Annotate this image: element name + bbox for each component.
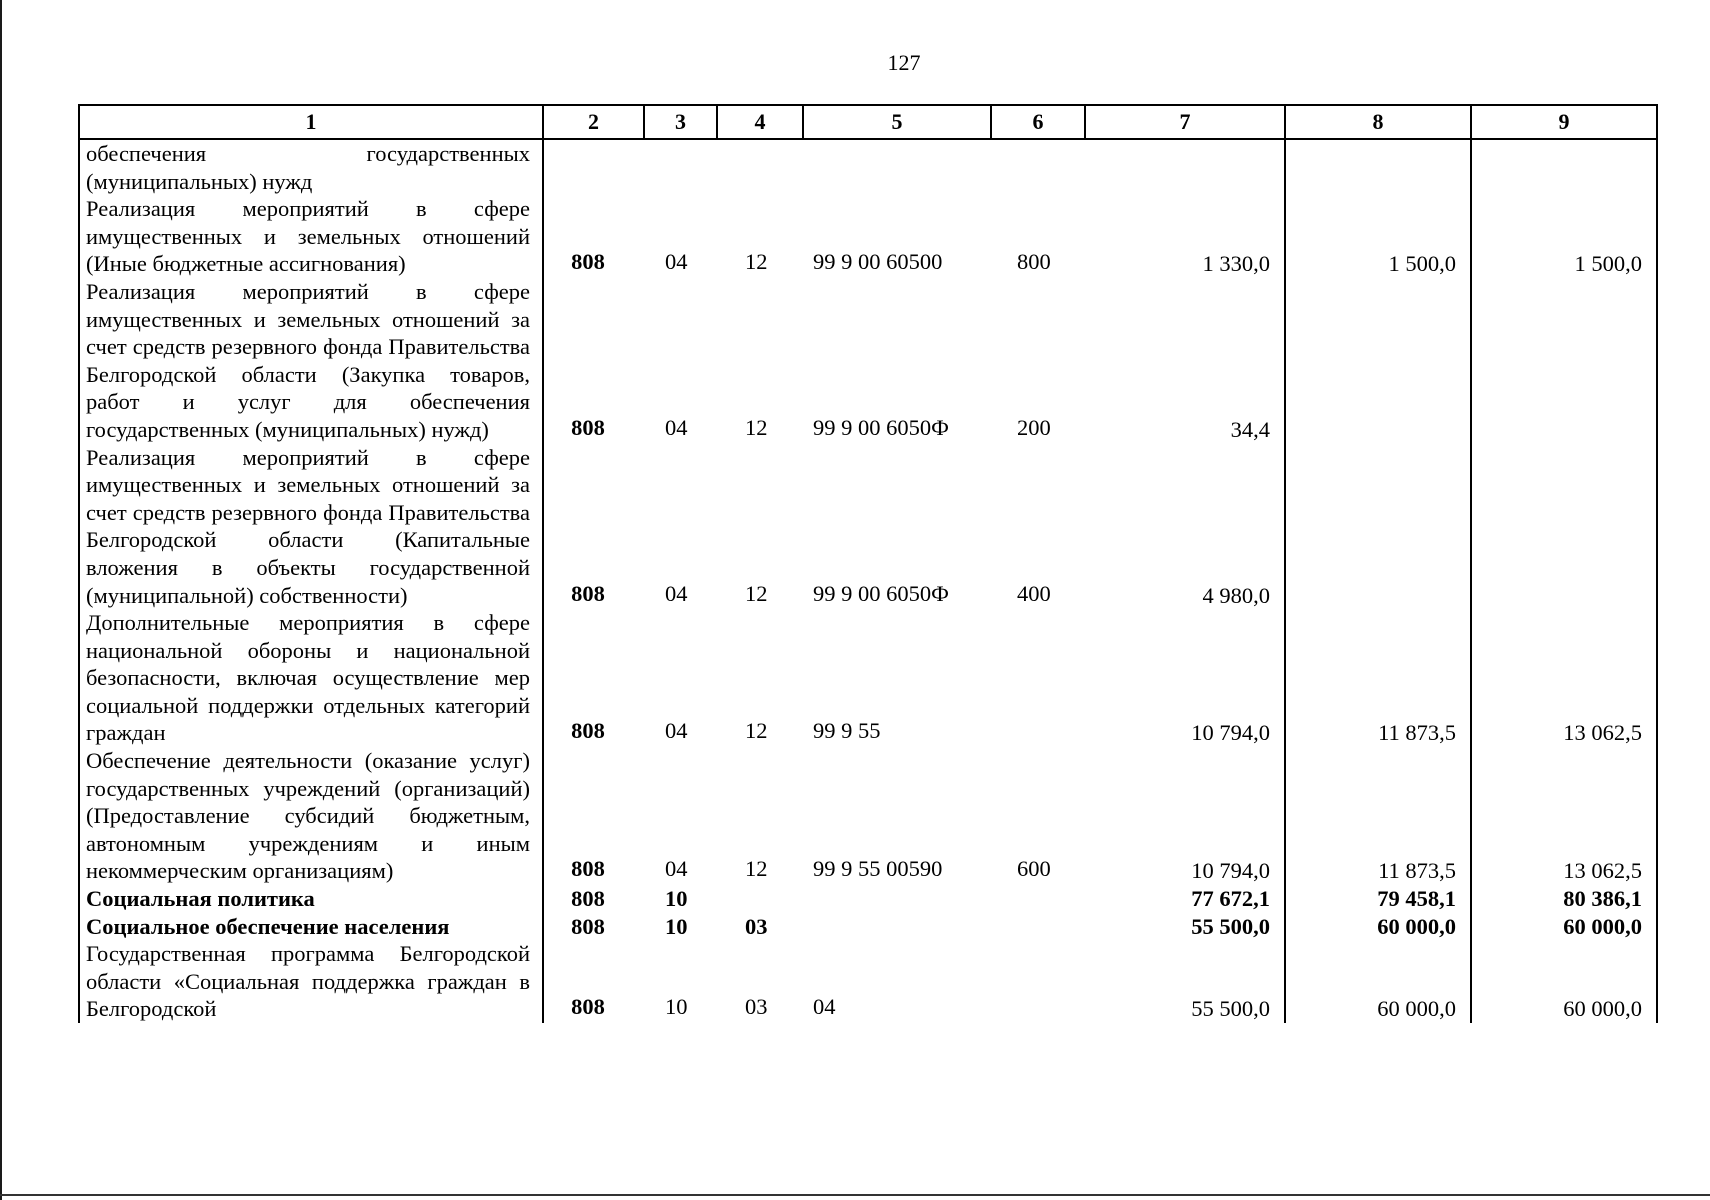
table-row: [79, 444, 1657, 610]
row-subsection-code: 12: [745, 249, 768, 275]
row-subsection-code: 03: [745, 994, 768, 1020]
scan-left-edge: [0, 0, 2, 1200]
row-subsection-code: [717, 885, 803, 913]
row-amount-col8: 60 000,0: [1285, 940, 1471, 1023]
row-amount-col7: 10 794,0: [1085, 609, 1285, 747]
row-target-article-code: [803, 139, 991, 195]
row-grbs-code: 808: [571, 580, 605, 606]
row-amount-col7: 55 500,0: [1085, 940, 1285, 1023]
row-section-code: 10: [665, 994, 688, 1020]
row-amount-col8: [1285, 139, 1471, 195]
row-target-article-code: 99 9 55 00590: [813, 856, 943, 882]
row-section-code: 10: [665, 886, 688, 912]
row-expense-type-code: 600: [1017, 856, 1051, 882]
row-section-code: 04: [665, 580, 688, 606]
row-amount-col8: 60 000,0: [1285, 913, 1471, 941]
scan-bottom-edge: [0, 1194, 1710, 1196]
row-target-article-code: [803, 885, 991, 913]
row-section-code: [644, 139, 717, 195]
row-section-code: 10: [665, 913, 688, 939]
row-section-code: 04: [665, 249, 688, 275]
row-expense-type-code: [991, 940, 1085, 1023]
row-amount-col8: 79 458,1: [1285, 885, 1471, 913]
row-description: Обеспечение деятельности (оказание услуг) государственных учреждений (организаций) (Предоставление субсидий бюджетным, автономным учреждениям и иным некоммерческим организациям): [79, 747, 543, 885]
row-amount-col9: [1471, 139, 1657, 195]
row-description: Государственная программа Белгородской области «Социальная поддержка граждан в Белгородской: [79, 940, 543, 1023]
page-number: 127: [887, 50, 921, 75]
row-description: Социальное обеспечение населения: [79, 913, 543, 941]
row-subsection-code: 12: [745, 580, 768, 606]
table-row: [79, 195, 1657, 278]
header-row: [79, 105, 1657, 139]
row-amount-col8: [1285, 444, 1471, 610]
row-amount-col9: 60 000,0: [1471, 940, 1657, 1023]
row-description: обеспечения государственных (муниципальных) нужд: [79, 139, 543, 195]
row-expense-type-code: [991, 609, 1085, 747]
row-grbs-code: [543, 139, 644, 195]
row-amount-col7: 77 672,1: [1085, 885, 1285, 913]
row-amount-col9: 13 062,5: [1471, 747, 1657, 885]
header-col-8: 8: [1285, 105, 1471, 139]
table-row: [79, 278, 1657, 444]
header-col-5: 5: [803, 105, 991, 139]
row-description: Социальная политика: [79, 885, 543, 913]
row-amount-col7: 1 330,0: [1085, 195, 1285, 278]
row-grbs-code: 808: [571, 249, 605, 275]
row-grbs-code: 808: [571, 414, 605, 440]
row-subsection-code: 12: [745, 414, 768, 440]
row-amount-col7: 10 794,0: [1085, 747, 1285, 885]
row-amount-col8: 11 873,5: [1285, 747, 1471, 885]
row-amount-col7: 55 500,0: [1085, 913, 1285, 941]
row-subsection-code: 03: [745, 913, 768, 939]
row-target-article-code: 99 9 55: [813, 718, 881, 744]
row-amount-col7: 34,4: [1085, 278, 1285, 444]
table-header: [79, 105, 1657, 139]
row-expense-type-code: 400: [1017, 580, 1051, 606]
row-amount-col8: 1 500,0: [1285, 195, 1471, 278]
row-grbs-code: 808: [571, 994, 605, 1020]
row-subsection-code: 12: [745, 718, 768, 744]
header-col-2: 2: [543, 105, 644, 139]
budget-table: [78, 104, 1658, 1023]
row-expense-type-code: 800: [1017, 249, 1051, 275]
row-amount-col9: 60 000,0: [1471, 913, 1657, 941]
row-section-code: 04: [665, 718, 688, 744]
row-description: Реализация мероприятий в сфере имущественных и земельных отношений за счет средств резервного фонда Правительства Белгородской области (Закупка товаров, работ и услуг для обеспечения государственных (муниципальных) нужд): [79, 278, 543, 444]
row-amount-col7: [1085, 139, 1285, 195]
row-expense-type-code: [991, 913, 1085, 941]
row-description: Реализация мероприятий в сфере имущественных и земельных отношений за счет средств резервного фонда Правительства Белгородской области (Капитальные вложения в объекты государственной (муниципальной) собственности): [79, 444, 543, 610]
row-description: Реализация мероприятий в сфере имущественных и земельных отношений (Иные бюджетные ассигнования): [79, 195, 543, 278]
header-col-6: 6: [991, 105, 1085, 139]
table-row: [79, 609, 1657, 747]
row-description: Дополнительные мероприятия в сфере национальной обороны и национальной безопасности, включая осуществление мер социальной поддержки отдельных категорий граждан: [79, 609, 543, 747]
header-col-1: 1: [79, 105, 543, 139]
row-target-article-code: 99 9 00 6050Ф: [813, 580, 949, 606]
row-amount-col8: 11 873,5: [1285, 609, 1471, 747]
row-expense-type-code: 200: [1017, 414, 1051, 440]
row-target-article-code: [803, 913, 991, 941]
header-col-7: 7: [1085, 105, 1285, 139]
header-col-4: 4: [717, 105, 803, 139]
table-body: [79, 139, 1657, 1023]
row-expense-type-code: [991, 139, 1085, 195]
row-amount-col7: 4 980,0: [1085, 444, 1285, 610]
row-grbs-code: 808: [571, 886, 605, 912]
row-target-article-code: 99 9 00 60500: [813, 249, 943, 275]
row-expense-type-code: [991, 885, 1085, 913]
table-row: [79, 913, 1657, 941]
row-amount-col9: [1471, 444, 1657, 610]
row-amount-col9: [1471, 278, 1657, 444]
row-section-code: 04: [665, 414, 688, 440]
row-section-code: 04: [665, 856, 688, 882]
row-amount-col9: 1 500,0: [1471, 195, 1657, 278]
row-subsection-code: 12: [745, 856, 768, 882]
row-amount-col9: 80 386,1: [1471, 885, 1657, 913]
header-col-3: 3: [644, 105, 717, 139]
row-amount-col8: [1285, 278, 1471, 444]
header-col-9: 9: [1471, 105, 1657, 139]
row-subsection-code: [717, 139, 803, 195]
row-target-article-code: 99 9 00 6050Ф: [813, 414, 949, 440]
row-grbs-code: 808: [571, 913, 605, 939]
row-target-article-code: 04: [813, 994, 836, 1020]
table-row: [79, 885, 1657, 913]
table-row: [79, 747, 1657, 885]
row-amount-col9: 13 062,5: [1471, 609, 1657, 747]
table-row: [79, 139, 1657, 195]
row-grbs-code: 808: [571, 856, 605, 882]
row-grbs-code: 808: [571, 718, 605, 744]
table-row: [79, 940, 1657, 1023]
